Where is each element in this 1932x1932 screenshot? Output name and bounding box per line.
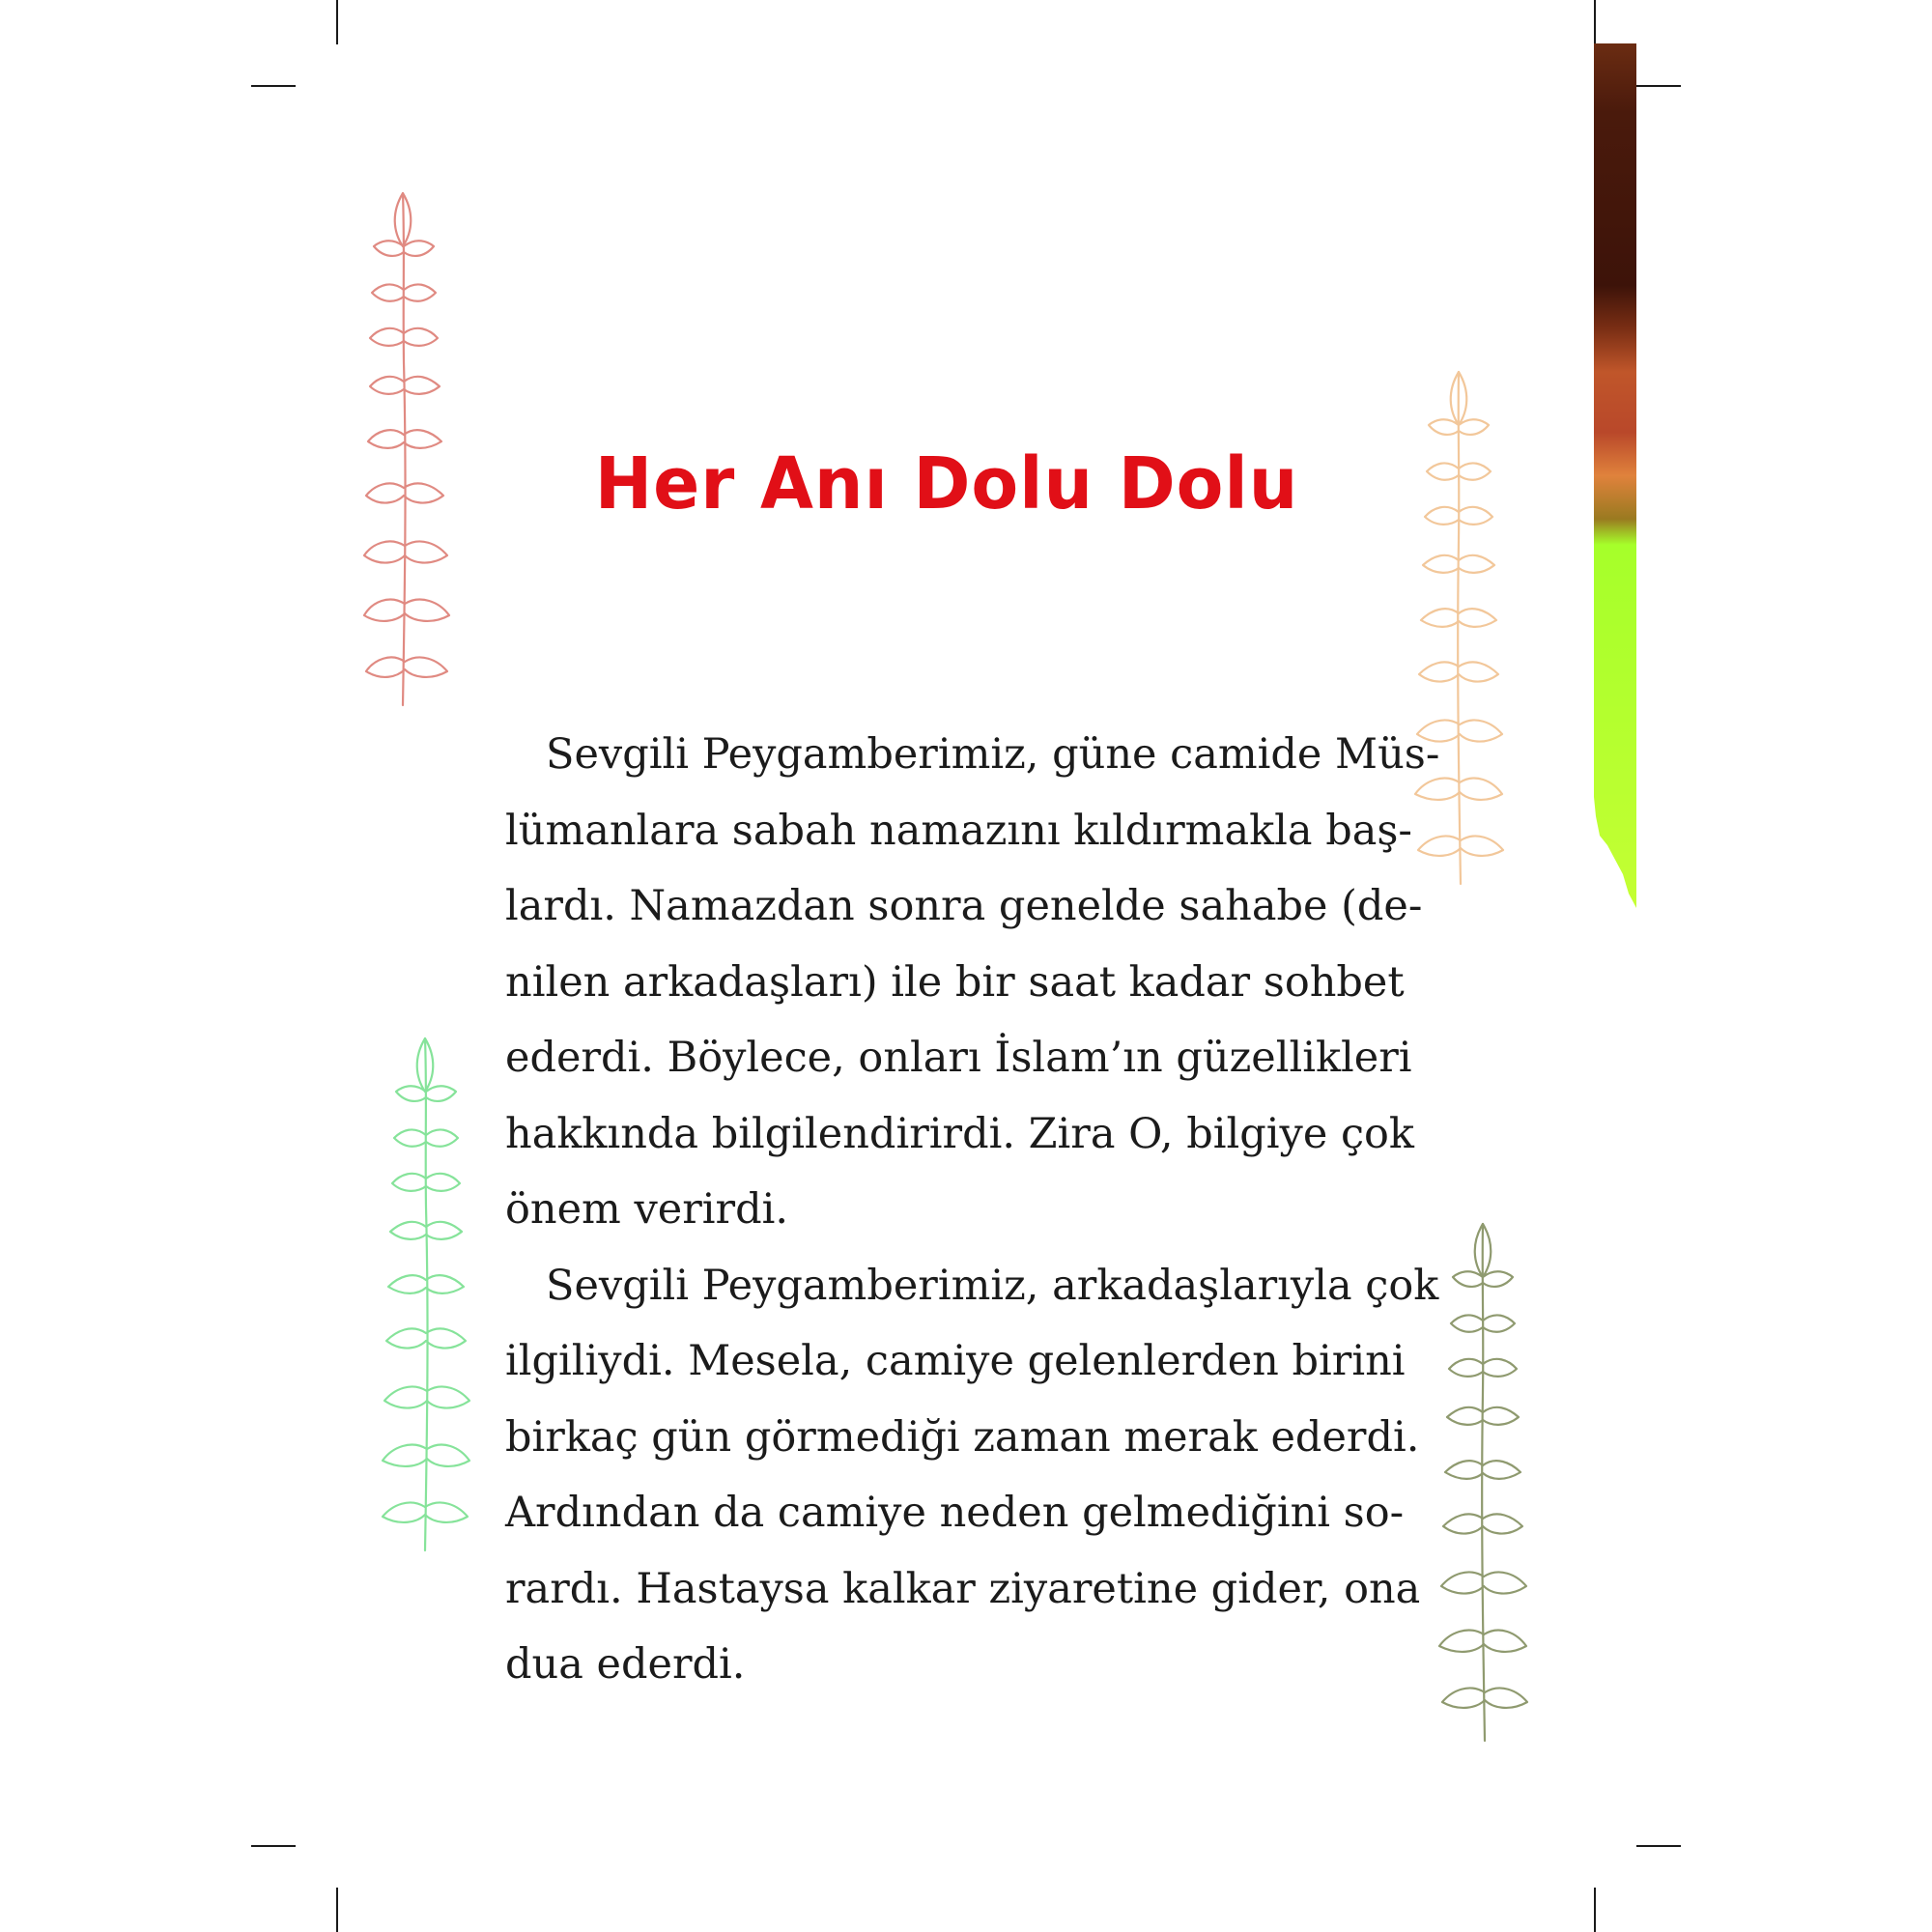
color-strip	[1594, 43, 1636, 908]
crop-mark-bottom-right-vertical	[1594, 1888, 1596, 1932]
crop-mark-top-left-horizontal	[251, 85, 296, 87]
text-line: hakkında bilgilendirirdi. Zira O, bilgiye çok	[505, 1109, 1414, 1158]
crop-mark-top-right-horizontal	[1636, 85, 1681, 87]
body-text	[505, 717, 1440, 1703]
leaf-sprig-icon	[362, 188, 459, 710]
crop-mark-bottom-left-vertical	[336, 1888, 338, 1932]
crop-mark-top-left-vertical	[336, 0, 338, 44]
leaf-sprig-icon	[1435, 1219, 1531, 1746]
leaf-sprig-icon	[377, 1034, 473, 1555]
text-line: ederdi. Böylece, onları İslam’ın güzellikleri	[505, 1034, 1412, 1082]
text-line: dua ederdi.	[505, 1640, 746, 1689]
text-line: Sevgili Peygamberimiz, arkadaşlarıyla çok	[546, 1261, 1439, 1310]
crop-mark-bottom-right-horizontal	[1636, 1845, 1681, 1847]
text-line: rardı. Hastaysa kalkar ziyaretine gider, ona	[505, 1564, 1421, 1613]
text-line: lümanlara sabah namazını kıldırmakla baş-	[505, 806, 1412, 855]
text-line: Sevgili Peygamberimiz, güne camide Müs-	[546, 730, 1440, 779]
text-line: ilgiliydi. Mesela, camiye gelenlerden birini	[505, 1337, 1406, 1385]
leaf-sprig-icon	[1410, 367, 1507, 889]
text-line: nilen arkadaşları) ile bir saat kadar sohbet	[505, 957, 1405, 1007]
text-line: birkaç gün görmediği zaman merak ederdi.	[505, 1412, 1420, 1462]
text-line: lardı. Namazdan sonra genelde sahabe (de-	[505, 882, 1423, 930]
crop-mark-top-right-vertical	[1594, 0, 1596, 44]
page-title: Her Anı Dolu Dolu	[594, 442, 1299, 526]
crop-mark-bottom-left-horizontal	[251, 1845, 296, 1847]
text-line: önem verirdi.	[505, 1185, 789, 1234]
text-line: Ardından da camiye neden gelmediğini so-	[505, 1489, 1405, 1537]
